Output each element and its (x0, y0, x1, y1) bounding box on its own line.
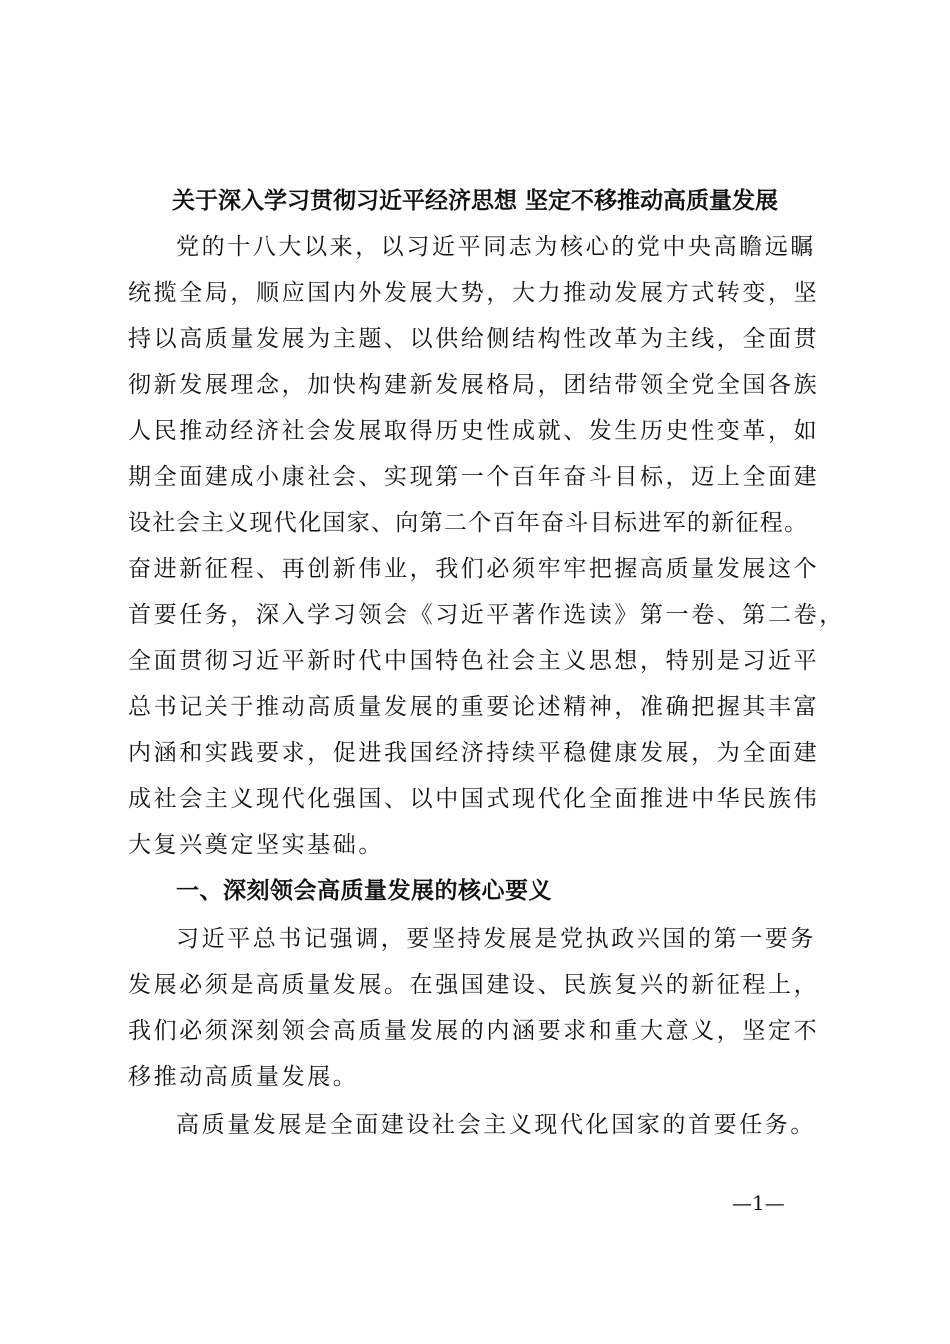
paragraph-line: 统揽全局，顺应国内外发展大势，大力推动发展方式转变，坚 (128, 280, 820, 306)
paragraph-line: 我们必须深刻领会高质量发展的内涵要求和重大意义，坚定不 (128, 1018, 820, 1044)
paragraph-line: 人民推动经济社会发展取得历史性成就、发生历史性变革，如 (128, 418, 820, 444)
page-number: —1— (732, 1191, 785, 1215)
section-heading: 一、深刻领会高质量发展的核心要义 (176, 877, 552, 904)
paragraph-line: 全面贯彻习近平新时代中国特色社会主义思想，特别是习近平 (128, 648, 820, 674)
paragraph-line: 设社会主义现代化国家、向第二个百年奋斗目标进军的新征程。 (128, 510, 809, 536)
paragraph-line: 首要任务，深入学习领会《习近平著作选读》第一卷、第二卷， (128, 602, 845, 628)
document-title: 关于深入学习贯彻习近平经济思想 坚定不移推动高质量发展 (171, 187, 778, 214)
paragraph-line: 总书记关于推动高质量发展的重要论述精神，准确把握其丰富 (128, 694, 820, 720)
paragraph-line: 党的十八大以来，以习近平同志为核心的党中央高瞻远瞩 (176, 234, 816, 260)
paragraph-line: 成社会主义现代化强国、以中国式现代化全面推进中华民族伟 (128, 786, 820, 812)
paragraph-line: 大复兴奠定坚实基础。 (128, 832, 384, 858)
paragraph-line: 移推动高质量发展。 (128, 1064, 359, 1090)
paragraph-line: 内涵和实践要求，促进我国经济持续平稳健康发展，为全面建 (128, 740, 820, 766)
paragraph-line: 持以高质量发展为主题、以供给侧结构性改革为主线，全面贯 (128, 326, 820, 352)
paragraph-line: 期全面建成小康社会、实现第一个百年奋斗目标，迈上全面建 (128, 464, 820, 490)
paragraph-line: 习近平总书记强调，要坚持发展是党执政兴国的第一要务 (176, 926, 816, 952)
paragraph-line: 高质量发展是全面建设社会主义现代化国家的首要任务。 (176, 1112, 816, 1138)
paragraph-line: 发展必须是高质量发展。在强国建设、民族复兴的新征程上， (128, 972, 820, 998)
paragraph-line: 奋进新征程、再创新伟业，我们必须牢牢把握高质量发展这个 (128, 556, 820, 582)
paragraph-line: 彻新发展理念，加快构建新发展格局，团结带领全党全国各族 (128, 372, 820, 398)
